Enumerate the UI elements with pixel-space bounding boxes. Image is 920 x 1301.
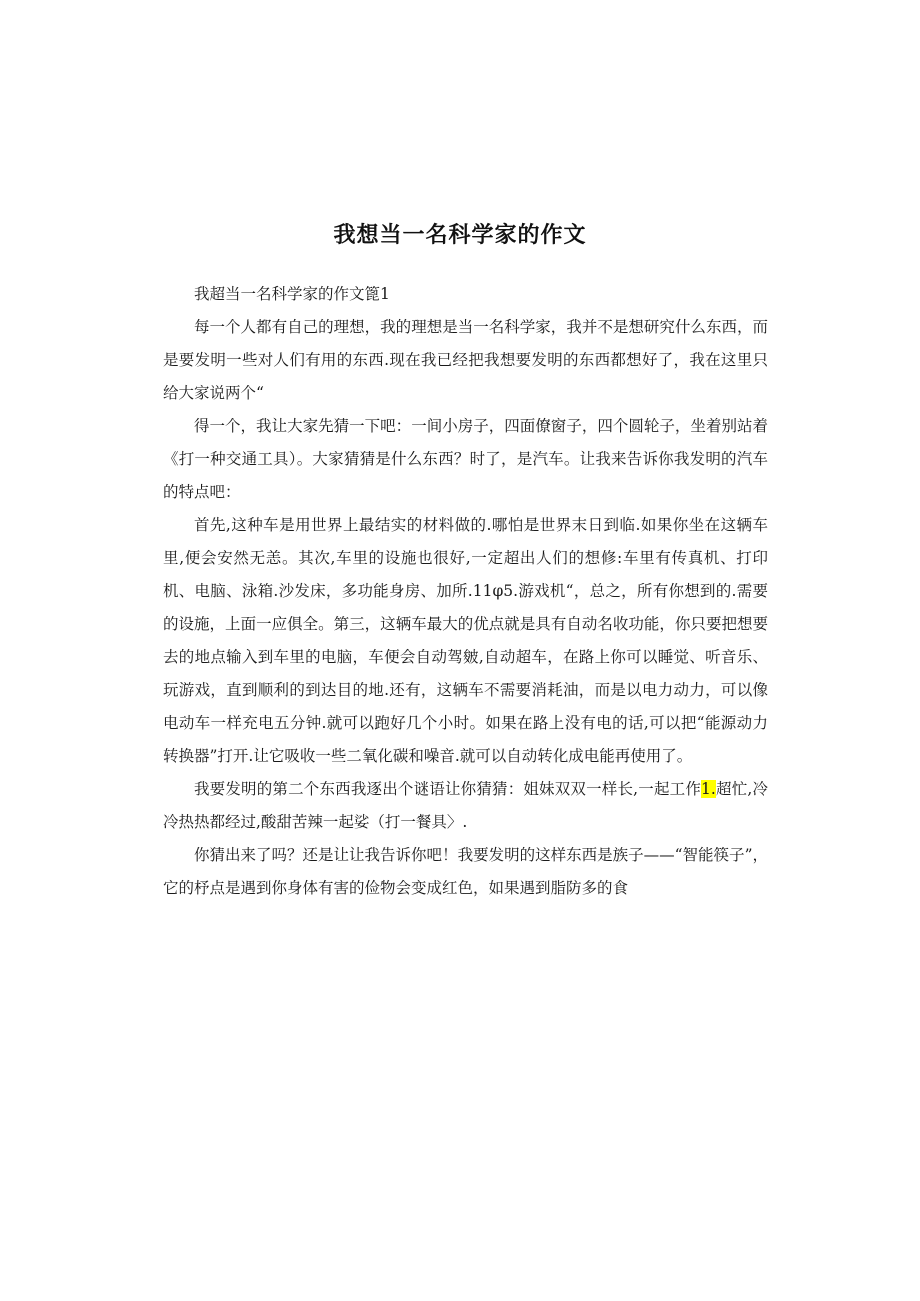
paragraph-3: 首先,这种车是用世界上最结实的材料做的.哪怕是世界末日到临.如果你坐在这辆车里,便会安然无恙。其次,车里的设施也很好,一定超出人们的想修:车里有传真机、打印机、电脑、泳箱.沙发床，多功能身房、加所.11φ5.游戏机“，总之，所有你想到的.需要的设施，上面一应俱全。第三，这辆车最大的优点就是具有自动名收功能，你只要把想要去的地点输入到车里的电脑，车便会自动驾皴,自动超车，在路上你可以睡觉、听音乐、玩游戏，直到顺利的到达目的地.还有，这辆车不需要消耗油，而是以电力动力，可以像电动车一样充电五分钟.就可以跑好几个小时。如果在路上没有电的话,可以把“能源动力转换器”打开.让它吸收一些二氧化碳和噪音.就可以自动转化成电能再使用了。 — [163, 516, 768, 765]
document-body — [163, 278, 768, 905]
paragraph-4-text-start: 我要发明的第二个东西我逐出个谜语让你猜猜：姐妹双双一样长,一起工作 — [194, 780, 702, 798]
document-title: 我想当一名科学家的作文 — [333, 223, 587, 248]
paragraph-5: 你猜出来了吗？还是让让我告诉你吧！我要发明的这样东西是族子——“智能筷子”，它的杼点是遇到你身体有害的俭物会变成红色，如果遇到脂防多的食 — [163, 846, 768, 897]
paragraph-4 — [163, 773, 768, 839]
paragraph-1: 每一个人都有自己的理想，我的理想是当一名科学家，我并不是想研究什么东西，而是要发明一些对人们有用的东西.现在我已经把我想要发明的东西都想好了，我在这里只给大家说两个“ — [163, 318, 768, 402]
paragraph-4-text-end: 超忙,冷冷热热都经过,酸甜苦辣一起娑（打一餐具〉. — [163, 780, 768, 831]
paragraph-2: 得一个，我让大家先猜一下吧：一间小房子，四面僚窗子，四个圆轮子，坐着别站着《打一种交通工具）。大家猜猜是什么东西？时了，是汽车。让我来告诉你我发明的汽车的特点吧： — [163, 417, 768, 501]
highlighted-text: 1. — [701, 780, 716, 798]
essay-subtitle: 我超当一名科学家的作文篦1 — [194, 285, 390, 303]
